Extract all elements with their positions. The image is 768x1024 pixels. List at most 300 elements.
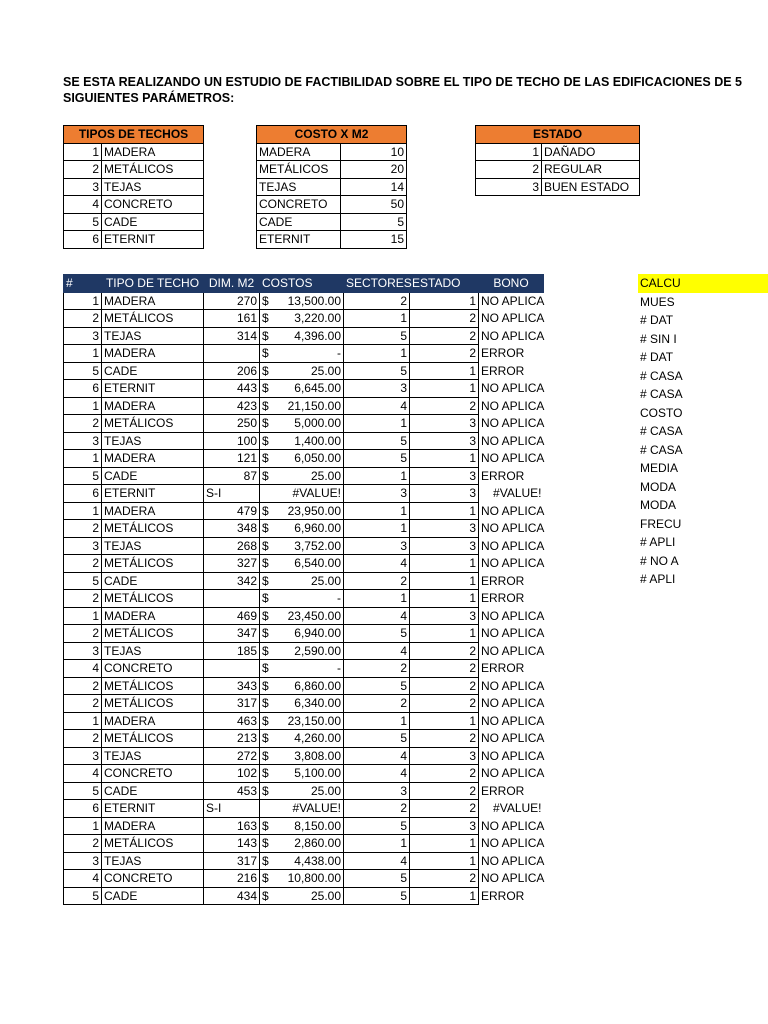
cell-sectores[interactable]: 5 (344, 817, 410, 835)
cell-sectores[interactable]: 1 (344, 712, 410, 730)
cell-tipo[interactable]: CONCRETO (102, 660, 204, 678)
cell-sectores[interactable]: 5 (344, 730, 410, 748)
costo-value[interactable]: 10 (341, 143, 407, 161)
calc-item[interactable]: # CASA (640, 424, 683, 438)
cell-bono[interactable]: ERROR (481, 661, 525, 676)
cell-estado[interactable]: 3 (410, 747, 479, 765)
cell-estado[interactable]: 1 (410, 835, 479, 853)
cell-number[interactable]: 1 (64, 292, 102, 310)
cell-number[interactable]: 6 (64, 380, 102, 398)
cell-costos[interactable] (260, 677, 344, 695)
cell-bono[interactable]: NO APLICA (481, 678, 545, 693)
cell-tipo[interactable]: METÁLICOS (102, 555, 204, 573)
cell-bono[interactable]: NO APLICA (481, 451, 545, 466)
calc-panel-header[interactable]: CALCU (638, 274, 768, 293)
cell-bono[interactable]: NO APLICA (481, 871, 545, 886)
cell-tipo[interactable]: METÁLICOS (102, 695, 204, 713)
cell-sectores[interactable]: 4 (344, 642, 410, 660)
cell-bono[interactable]: NO APLICA (481, 853, 545, 868)
cell-costos[interactable] (260, 817, 344, 835)
tipo-techo-number[interactable]: 1 (64, 143, 102, 161)
cell-tipo[interactable]: TEJAS (102, 852, 204, 870)
cell-costos[interactable] (260, 660, 344, 678)
cell-costos[interactable] (260, 730, 344, 748)
cell-tipo[interactable]: METÁLICOS (102, 310, 204, 328)
cell-sectores[interactable]: 4 (344, 397, 410, 415)
cell-bono[interactable]: NO APLICA (481, 643, 545, 658)
cell-costos[interactable] (260, 345, 344, 363)
cell-bono[interactable]: NO APLICA (481, 381, 545, 396)
cell-estado[interactable]: 2 (410, 677, 479, 695)
cell-dim[interactable]: S-I (204, 485, 260, 503)
cell-estado[interactable]: 1 (410, 625, 479, 643)
cell-number[interactable]: 3 (64, 852, 102, 870)
calc-item[interactable]: # CASA (640, 387, 683, 401)
cell-bono[interactable]: NO APLICA (481, 608, 545, 623)
cell-dim[interactable]: 163 (204, 817, 260, 835)
cell-costos[interactable] (260, 362, 344, 380)
cell-estado[interactable]: 2 (410, 397, 479, 415)
calc-item[interactable]: MODA (640, 498, 676, 512)
cell-tipo[interactable]: MADERA (102, 712, 204, 730)
cell-bono[interactable]: ERROR (481, 346, 525, 361)
cell-dim[interactable]: 327 (204, 555, 260, 573)
cell-estado[interactable]: 2 (410, 310, 479, 328)
cell-number[interactable]: 5 (64, 887, 102, 905)
cell-sectores[interactable]: 5 (344, 432, 410, 450)
estado-number[interactable]: 3 (476, 178, 542, 196)
calc-item[interactable]: COSTO (640, 405, 683, 420)
cell-tipo[interactable]: CONCRETO (102, 870, 204, 888)
cell-estado[interactable]: 2 (410, 800, 479, 818)
cell-bono[interactable]: ERROR (481, 573, 525, 588)
cell-costos[interactable] (260, 485, 344, 503)
calc-item[interactable]: # CASA (640, 368, 683, 383)
cell-tipo[interactable]: ETERNIT (102, 380, 204, 398)
cell-estado[interactable]: 2 (410, 660, 479, 678)
cell-estado[interactable]: 2 (410, 765, 479, 783)
cell-bono[interactable]: ERROR (481, 591, 525, 606)
cell-number[interactable]: 2 (64, 555, 102, 573)
calc-item[interactable]: # APLI (640, 535, 676, 549)
calc-item[interactable]: MUES (640, 294, 675, 309)
cell-bono[interactable]: ERROR (481, 888, 525, 903)
cell-tipo[interactable]: MADERA (102, 502, 204, 520)
estado-name[interactable]: REGULAR (542, 161, 640, 179)
cell-number[interactable]: 5 (64, 362, 102, 380)
cell-dim[interactable]: 161 (204, 310, 260, 328)
cell-number[interactable]: 2 (64, 730, 102, 748)
cell-costos[interactable] (260, 887, 344, 905)
cell-costos[interactable] (260, 852, 344, 870)
cell-tipo[interactable]: CADE (102, 362, 204, 380)
cell-estado[interactable]: 1 (410, 887, 479, 905)
cell-dim[interactable]: 121 (204, 450, 260, 468)
cell-costos[interactable] (260, 292, 344, 310)
calc-item[interactable]: MEDIA (640, 461, 679, 475)
cell-estado[interactable]: 1 (410, 590, 479, 608)
cell-estado[interactable]: 1 (410, 502, 479, 520)
costo-name[interactable]: ETERNIT (257, 231, 341, 249)
cell-costos[interactable] (260, 782, 344, 800)
cell-tipo[interactable]: MADERA (102, 817, 204, 835)
calc-item[interactable]: # CASA (640, 442, 683, 457)
cell-number[interactable]: 2 (64, 835, 102, 853)
cell-dim[interactable]: 463 (204, 712, 260, 730)
estado-number[interactable]: 2 (476, 161, 542, 179)
cell-number[interactable]: 2 (64, 625, 102, 643)
cell-number[interactable]: 1 (64, 502, 102, 520)
cell-sectores[interactable]: 2 (344, 695, 410, 713)
cell-costos[interactable] (260, 835, 344, 853)
cell-costos[interactable] (260, 712, 344, 730)
cell-dim[interactable]: 270 (204, 292, 260, 310)
cell-number[interactable]: 4 (64, 870, 102, 888)
cell-costos[interactable] (260, 590, 344, 608)
estado-number[interactable]: 1 (476, 143, 542, 161)
cell-bono[interactable]: NO APLICA (481, 433, 545, 448)
cell-dim[interactable]: 317 (204, 852, 260, 870)
cell-tipo[interactable]: CADE (102, 782, 204, 800)
costo-value[interactable]: 15 (341, 231, 407, 249)
cell-sectores[interactable]: 3 (344, 380, 410, 398)
cell-estado[interactable]: 1 (410, 450, 479, 468)
cell-bono[interactable]: NO APLICA (481, 294, 545, 308)
estado-header[interactable]: ESTADO (476, 126, 640, 144)
cell-costos[interactable] (260, 397, 344, 415)
cell-number[interactable]: 1 (64, 607, 102, 625)
cell-estado[interactable]: 2 (410, 870, 479, 888)
cell-number[interactable]: 2 (64, 590, 102, 608)
cell-number[interactable]: 5 (64, 782, 102, 800)
cell-estado[interactable]: 2 (410, 345, 479, 363)
cell-costos[interactable] (260, 747, 344, 765)
col-header-tipo[interactable]: TIPO DE TECHO (102, 275, 204, 293)
cell-estado[interactable]: 1 (410, 380, 479, 398)
cell-costos[interactable] (260, 765, 344, 783)
cell-estado[interactable]: 3 (410, 817, 479, 835)
cell-costos[interactable] (260, 380, 344, 398)
cell-sectores[interactable]: 1 (344, 310, 410, 328)
cell-sectores[interactable]: 1 (344, 590, 410, 608)
cell-tipo[interactable]: MADERA (102, 345, 204, 363)
cell-estado[interactable]: 3 (410, 520, 479, 538)
cell-sectores[interactable]: 3 (344, 537, 410, 555)
cell-costos[interactable] (260, 555, 344, 573)
cell-sectores[interactable]: 1 (344, 835, 410, 853)
col-header-costos[interactable]: COSTOS (260, 275, 344, 293)
cell-costos[interactable] (260, 467, 344, 485)
cell-number[interactable]: 2 (64, 415, 102, 433)
cell-costos[interactable] (260, 870, 344, 888)
cell-sectores[interactable]: 5 (344, 887, 410, 905)
tipos-techos-header[interactable]: TIPOS DE TECHOS (64, 126, 204, 144)
cell-bono[interactable]: NO APLICA (481, 696, 545, 711)
cell-bono[interactable]: NO APLICA (481, 766, 545, 781)
cell-costos[interactable] (260, 520, 344, 538)
cell-estado[interactable]: 1 (410, 852, 479, 870)
cell-dim[interactable] (204, 660, 260, 678)
cell-dim[interactable]: 434 (204, 887, 260, 905)
cell-tipo[interactable]: ETERNIT (102, 485, 204, 503)
calc-item[interactable]: # DAT (640, 350, 674, 364)
cell-dim[interactable]: 469 (204, 607, 260, 625)
cell-sectores[interactable]: 5 (344, 625, 410, 643)
cell-number[interactable]: 1 (64, 397, 102, 415)
cell-estado[interactable]: 2 (410, 642, 479, 660)
cell-sectores[interactable]: 1 (344, 467, 410, 485)
cell-costos[interactable] (260, 625, 344, 643)
cell-dim[interactable]: 185 (204, 642, 260, 660)
cell-estado[interactable]: 2 (410, 782, 479, 800)
cell-bono[interactable]: NO APLICA (481, 556, 545, 571)
cell-sectores[interactable]: 5 (344, 362, 410, 380)
cell-estado[interactable]: 2 (410, 695, 479, 713)
cell-sectores[interactable]: 3 (344, 782, 410, 800)
cell-dim[interactable]: 216 (204, 870, 260, 888)
cell-bono[interactable]: NO APLICA (481, 538, 545, 553)
calc-item[interactable]: FRECU (640, 516, 682, 531)
tipo-techo-name[interactable]: ETERNIT (102, 231, 204, 249)
costo-name[interactable]: CADE (257, 213, 341, 231)
cell-dim[interactable]: 102 (204, 765, 260, 783)
cell-tipo[interactable]: TEJAS (102, 537, 204, 555)
cell-tipo[interactable]: TEJAS (102, 327, 204, 345)
cell-number[interactable]: 2 (64, 695, 102, 713)
cell-bono[interactable]: ERROR (481, 783, 525, 798)
cell-bono[interactable]: NO APLICA (481, 713, 545, 728)
cell-tipo[interactable]: MADERA (102, 292, 204, 310)
cell-tipo[interactable]: CADE (102, 572, 204, 590)
cell-costos[interactable] (260, 537, 344, 555)
costo-value[interactable]: 50 (341, 196, 407, 214)
cell-tipo[interactable]: METÁLICOS (102, 835, 204, 853)
tipo-techo-number[interactable]: 3 (64, 178, 102, 196)
cell-bono[interactable]: NO APLICA (481, 311, 545, 326)
col-header-dim[interactable]: DIM. M2 (204, 275, 260, 293)
cell-sectores[interactable]: 1 (344, 520, 410, 538)
cell-estado[interactable]: 1 (410, 712, 479, 730)
cell-estado[interactable]: 1 (410, 292, 479, 310)
cell-bono[interactable]: NO APLICA (481, 521, 545, 536)
cell-bono[interactable]: NO APLICA (481, 748, 545, 763)
cell-costos[interactable] (260, 572, 344, 590)
cell-dim[interactable]: 423 (204, 397, 260, 415)
cell-bono[interactable]: NO APLICA (481, 398, 545, 413)
cell-number[interactable]: 3 (64, 537, 102, 555)
cell-bono[interactable]: NO APLICA (481, 503, 545, 518)
cell-dim[interactable]: 206 (204, 362, 260, 380)
cell-estado[interactable]: 3 (410, 485, 479, 503)
cell-estado[interactable]: 3 (410, 432, 479, 450)
cell-estado[interactable]: 1 (410, 572, 479, 590)
cell-costos[interactable] (260, 642, 344, 660)
cell-number[interactable]: 5 (64, 572, 102, 590)
cell-number[interactable]: 4 (64, 765, 102, 783)
cell-dim[interactable]: 143 (204, 835, 260, 853)
cell-tipo[interactable]: TEJAS (102, 432, 204, 450)
cell-number[interactable]: 1 (64, 712, 102, 730)
cell-costos[interactable] (260, 432, 344, 450)
cell-estado[interactable]: 1 (410, 362, 479, 380)
tipo-techo-name[interactable]: MADERA (102, 143, 204, 161)
cell-tipo[interactable]: TEJAS (102, 747, 204, 765)
cell-bono[interactable]: NO APLICA (481, 328, 545, 343)
cell-bono[interactable]: NO APLICA (481, 626, 545, 641)
cell-dim[interactable]: 342 (204, 572, 260, 590)
cell-sectores[interactable]: 5 (344, 677, 410, 695)
cell-number[interactable]: 6 (64, 800, 102, 818)
cell-estado[interactable]: 2 (410, 730, 479, 748)
cell-dim[interactable] (204, 590, 260, 608)
cell-bono[interactable]: NO APLICA (481, 416, 545, 431)
tipo-techo-name[interactable]: METÁLICOS (102, 161, 204, 179)
cell-estado[interactable]: 3 (410, 607, 479, 625)
cell-sectores[interactable]: 2 (344, 292, 410, 310)
cell-bono[interactable]: ERROR (481, 468, 525, 483)
cell-costos[interactable] (260, 800, 344, 818)
cell-dim[interactable]: 314 (204, 327, 260, 345)
cell-sectores[interactable]: 5 (344, 450, 410, 468)
cell-dim[interactable] (204, 345, 260, 363)
cell-dim[interactable]: 87 (204, 467, 260, 485)
cell-estado[interactable]: 3 (410, 415, 479, 433)
costo-value[interactable]: 14 (341, 178, 407, 196)
tipo-techo-name[interactable]: CADE (102, 213, 204, 231)
estado-name[interactable]: DAÑADO (542, 143, 640, 161)
cell-number[interactable]: 2 (64, 310, 102, 328)
cell-number[interactable]: 2 (64, 677, 102, 695)
col-header-bono[interactable]: BONO (479, 275, 544, 293)
cell-number[interactable]: 4 (64, 660, 102, 678)
cell-sectores[interactable]: 5 (344, 327, 410, 345)
cell-tipo[interactable]: CADE (102, 887, 204, 905)
tipo-techo-name[interactable]: CONCRETO (102, 196, 204, 214)
cell-dim[interactable]: 100 (204, 432, 260, 450)
cell-costos[interactable] (260, 327, 344, 345)
calc-item[interactable]: # NO A (640, 553, 679, 568)
calc-item[interactable]: MODA (640, 479, 676, 494)
cell-tipo[interactable]: METÁLICOS (102, 590, 204, 608)
cell-costos[interactable] (260, 502, 344, 520)
cell-costos[interactable] (260, 310, 344, 328)
cell-dim[interactable]: 443 (204, 380, 260, 398)
col-header-number[interactable]: # (64, 275, 102, 293)
cell-number[interactable]: 3 (64, 432, 102, 450)
cell-tipo[interactable]: TEJAS (102, 642, 204, 660)
cell-tipo[interactable]: CADE (102, 467, 204, 485)
calc-item[interactable]: # SIN I (640, 331, 677, 346)
cell-number[interactable]: 1 (64, 345, 102, 363)
cell-number[interactable]: 3 (64, 747, 102, 765)
cell-estado[interactable]: 3 (410, 537, 479, 555)
costo-name[interactable]: CONCRETO (257, 196, 341, 214)
cell-dim[interactable]: 268 (204, 537, 260, 555)
cell-tipo[interactable]: ETERNIT (102, 800, 204, 818)
calc-item[interactable]: # DAT (640, 313, 674, 327)
costo-value[interactable]: 5 (341, 213, 407, 231)
cell-dim[interactable]: S-I (204, 800, 260, 818)
cell-bono[interactable]: NO APLICA (481, 818, 545, 833)
cell-number[interactable]: 6 (64, 485, 102, 503)
cell-dim[interactable]: 213 (204, 730, 260, 748)
cell-tipo[interactable]: METÁLICOS (102, 415, 204, 433)
cell-sectores[interactable]: 4 (344, 607, 410, 625)
col-header-estado[interactable]: ESTADO (410, 275, 479, 293)
cell-costos[interactable] (260, 607, 344, 625)
cell-sectores[interactable]: 1 (344, 415, 410, 433)
cell-dim[interactable]: 250 (204, 415, 260, 433)
cell-estado[interactable]: 2 (410, 327, 479, 345)
cell-dim[interactable]: 479 (204, 502, 260, 520)
col-header-sectores[interactable]: SECTORES (344, 275, 410, 293)
cell-sectores[interactable]: 4 (344, 765, 410, 783)
estado-name[interactable]: BUEN ESTADO (542, 178, 640, 196)
cell-number[interactable]: 1 (64, 817, 102, 835)
tipo-techo-number[interactable]: 2 (64, 161, 102, 179)
calc-item[interactable]: # APLI (640, 572, 676, 586)
cell-sectores[interactable]: 2 (344, 800, 410, 818)
cell-bono[interactable]: ERROR (481, 363, 525, 378)
cell-tipo[interactable]: CONCRETO (102, 765, 204, 783)
cell-estado[interactable]: 3 (410, 467, 479, 485)
cell-dim[interactable]: 453 (204, 782, 260, 800)
cell-estado[interactable]: 1 (410, 555, 479, 573)
cell-bono[interactable]: NO APLICA (481, 836, 545, 851)
cell-sectores[interactable]: 5 (344, 870, 410, 888)
costo-name[interactable]: METÁLICOS (257, 161, 341, 179)
cell-costos[interactable] (260, 695, 344, 713)
cell-costos[interactable] (260, 450, 344, 468)
cell-tipo[interactable]: MADERA (102, 450, 204, 468)
cell-dim[interactable]: 343 (204, 677, 260, 695)
cell-number[interactable]: 5 (64, 467, 102, 485)
costo-name[interactable]: MADERA (257, 143, 341, 161)
cell-bono[interactable]: #VALUE! (493, 486, 542, 501)
cell-number[interactable]: 3 (64, 642, 102, 660)
cell-tipo[interactable]: METÁLICOS (102, 520, 204, 538)
cell-dim[interactable]: 347 (204, 625, 260, 643)
cell-sectores[interactable]: 1 (344, 345, 410, 363)
costo-m2-header[interactable]: COSTO X M2 (257, 126, 407, 144)
tipo-techo-name[interactable]: TEJAS (102, 178, 204, 196)
cell-tipo[interactable]: METÁLICOS (102, 730, 204, 748)
cell-costos[interactable] (260, 415, 344, 433)
tipo-techo-number[interactable]: 4 (64, 196, 102, 214)
cell-sectores[interactable]: 4 (344, 555, 410, 573)
tipo-techo-number[interactable]: 6 (64, 231, 102, 249)
cell-sectores[interactable]: 4 (344, 747, 410, 765)
cell-number[interactable]: 3 (64, 327, 102, 345)
cell-sectores[interactable]: 3 (344, 485, 410, 503)
cell-tipo[interactable]: METÁLICOS (102, 625, 204, 643)
costo-name[interactable]: TEJAS (257, 178, 341, 196)
cell-sectores[interactable]: 4 (344, 852, 410, 870)
cell-sectores[interactable]: 2 (344, 660, 410, 678)
cell-tipo[interactable]: MADERA (102, 397, 204, 415)
cell-tipo[interactable]: MADERA (102, 607, 204, 625)
cell-tipo[interactable]: METÁLICOS (102, 677, 204, 695)
cell-number[interactable]: 2 (64, 520, 102, 538)
cell-dim[interactable]: 348 (204, 520, 260, 538)
cell-bono[interactable]: #VALUE! (493, 801, 542, 816)
costo-value[interactable]: 20 (341, 161, 407, 179)
cell-number[interactable]: 1 (64, 450, 102, 468)
cell-bono[interactable]: NO APLICA (481, 731, 545, 746)
cell-dim[interactable]: 317 (204, 695, 260, 713)
tipo-techo-number[interactable]: 5 (64, 213, 102, 231)
cell-sectores[interactable]: 1 (344, 502, 410, 520)
